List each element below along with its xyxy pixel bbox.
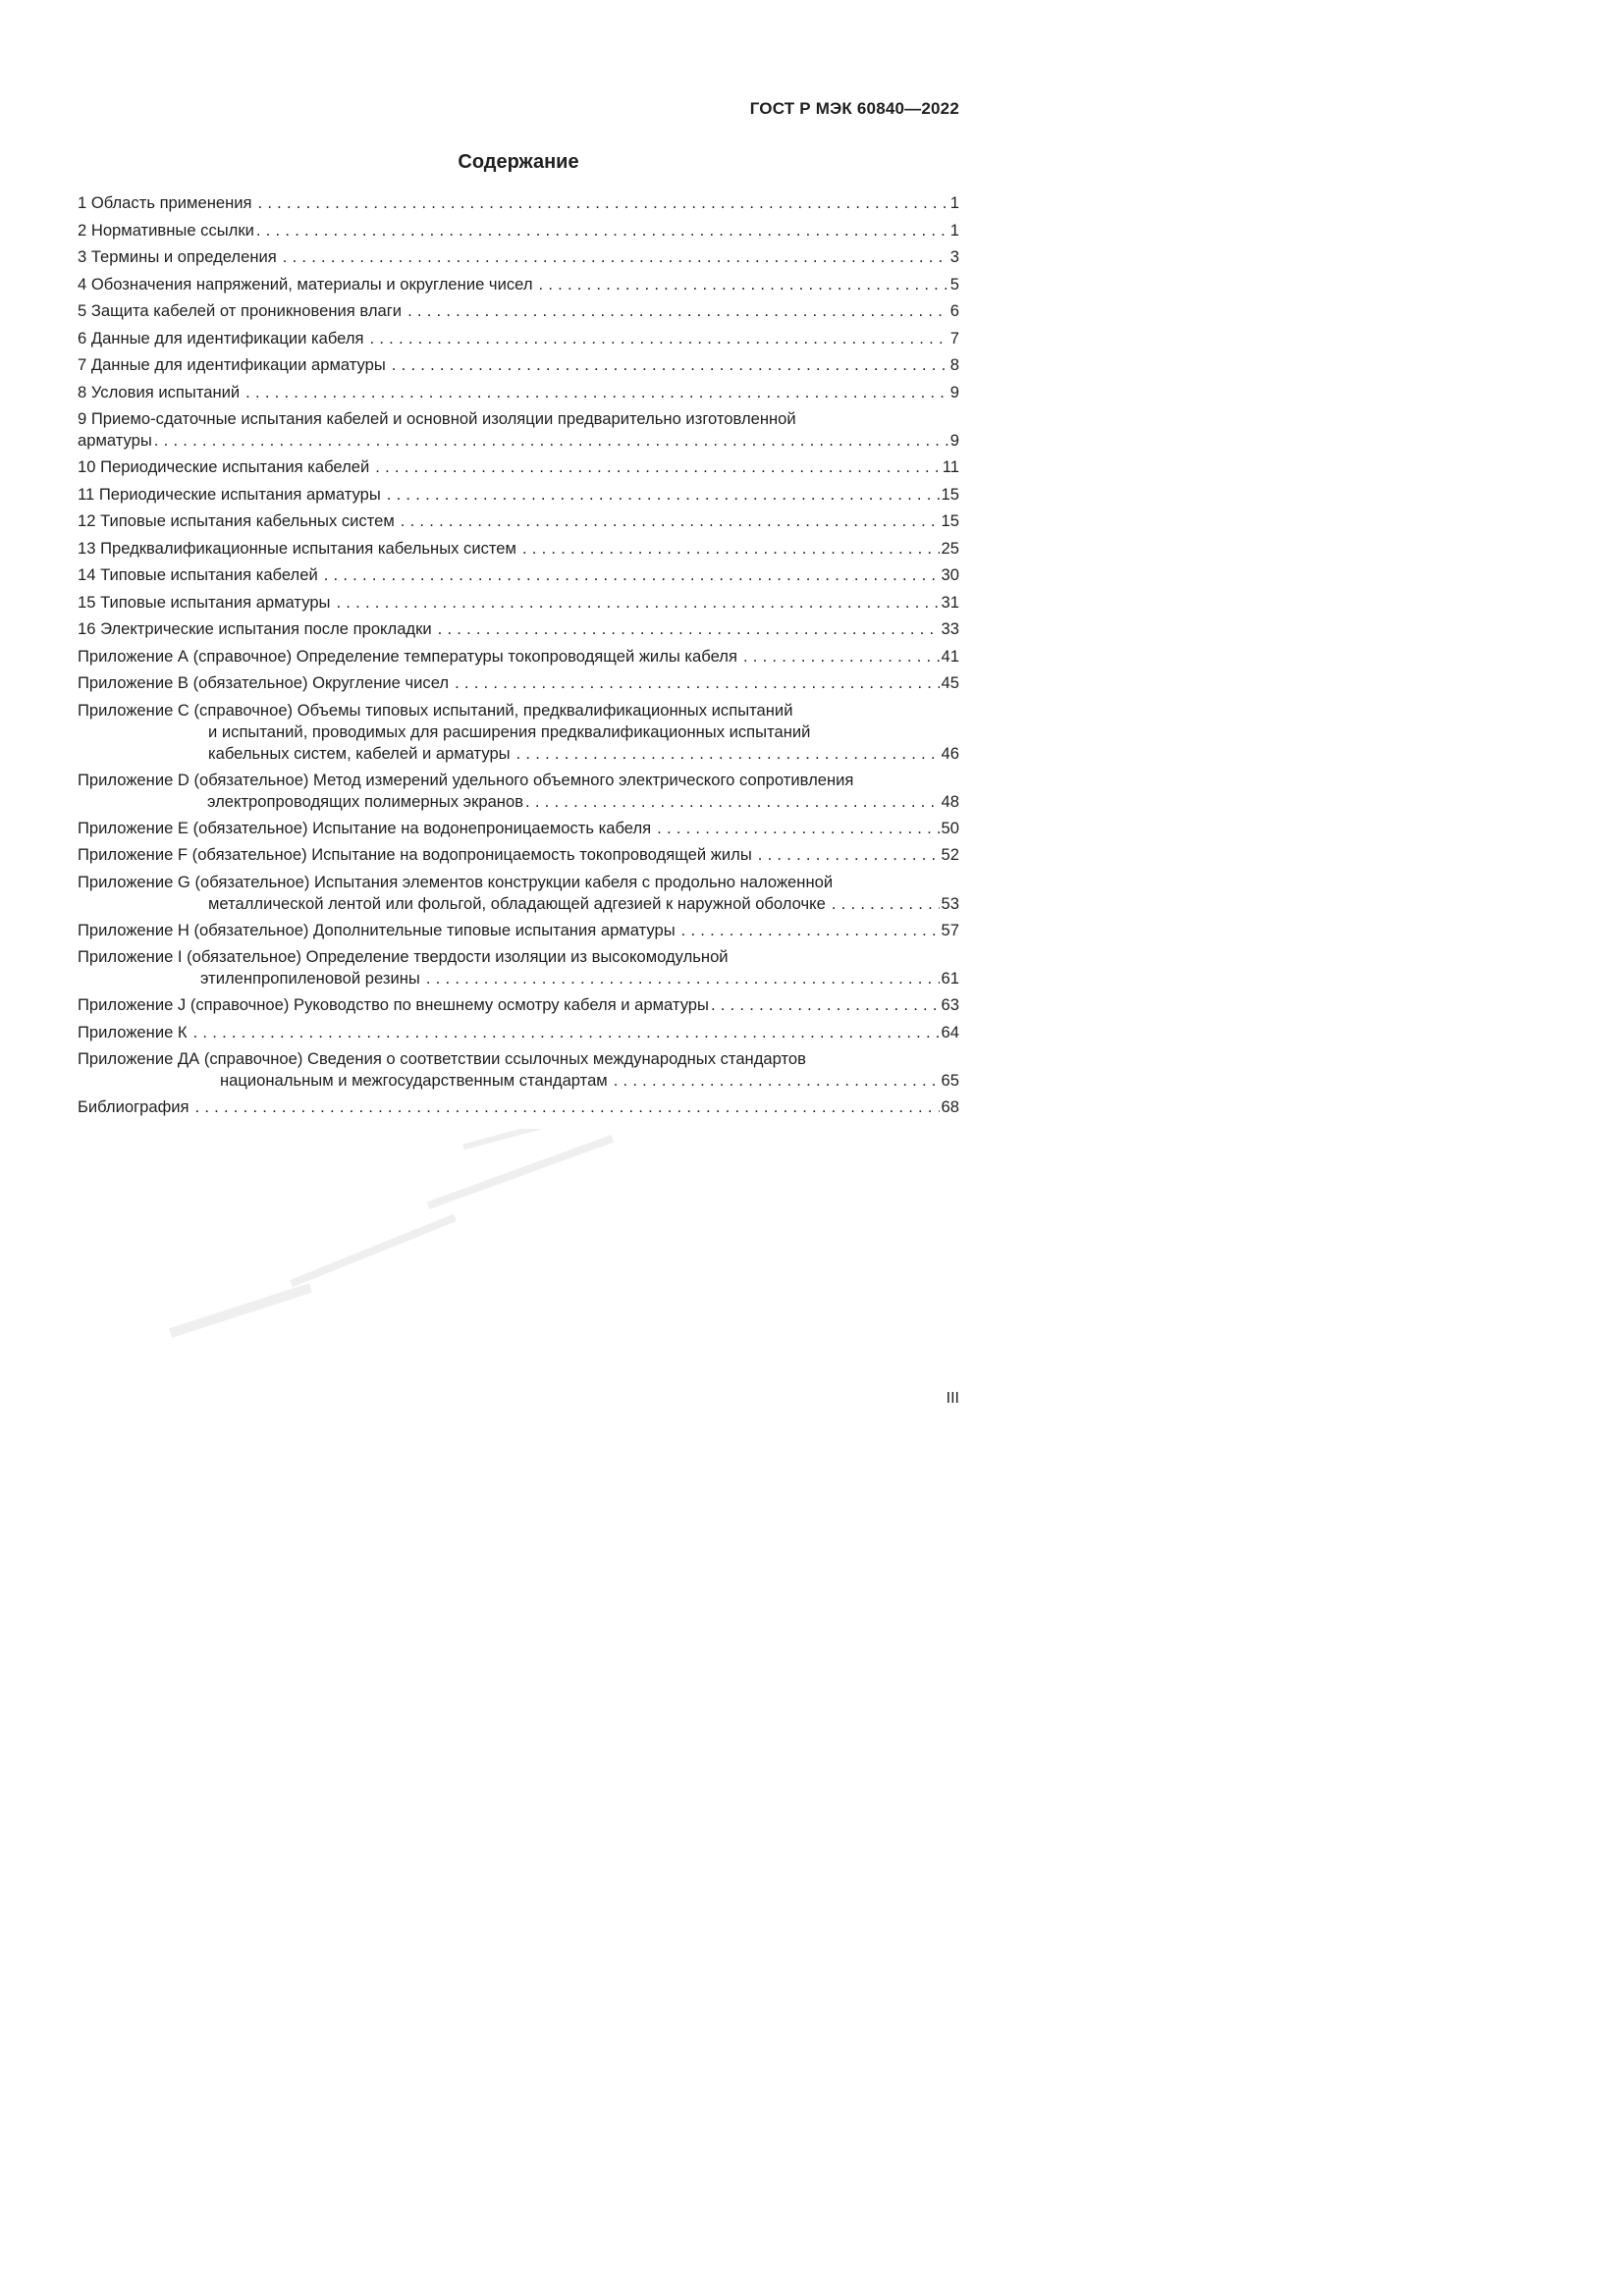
- toc-entry[interactable]: [78, 1048, 959, 1096]
- toc-entry-title: 3 Термины и определения: [78, 247, 277, 266]
- toc-entry-title-continued: кабельных систем, кабелей и арматуры: [208, 743, 511, 763]
- leader-dots: [832, 893, 940, 915]
- leader-dots: [516, 743, 940, 765]
- toc-entry[interactable]: [78, 484, 959, 511]
- leader-dots: [370, 328, 948, 349]
- toc-entry-page: 3: [949, 247, 959, 266]
- toc-entry[interactable]: [78, 328, 959, 355]
- toc-entry-title: 4 Обозначения напряжений, материалы и округление чисел: [78, 274, 533, 294]
- toc-entry-title-continued: арматуры: [78, 431, 152, 450]
- leader-dots: [283, 246, 948, 268]
- toc-entry-page: 46: [941, 743, 959, 763]
- toc-entry[interactable]: [78, 618, 959, 646]
- toc-entry[interactable]: [78, 672, 959, 700]
- toc-entry-page: 41: [941, 646, 959, 666]
- leader-dots: [258, 192, 948, 214]
- toc-entry[interactable]: [78, 1022, 959, 1049]
- toc-entry-page: 9: [949, 382, 959, 401]
- toc-entry[interactable]: [78, 354, 959, 382]
- toc-entry[interactable]: [78, 844, 959, 872]
- toc-entry-title: Приложение D (обязательное) Метод измерений удельного объемного электрического сопротивления: [78, 770, 854, 789]
- document-page: [0, 0, 1078, 1524]
- toc-title: Содержание: [458, 151, 579, 173]
- table-of-contents: [78, 192, 959, 1124]
- toc-entry-title: Приложение А (справочное) Определение температуры токопроводящей жилы кабеля: [78, 646, 737, 666]
- toc-entry-page: 50: [941, 818, 959, 837]
- toc-entry-title: Приложение С (справочное) Объемы типовых испытаний, предквалификационных испытаний: [78, 700, 793, 720]
- toc-entry-page: 6: [949, 301, 959, 320]
- toc-entry-title: Приложение ДА (справочное) Сведения о соответствии ссылочных международных стандартов: [78, 1049, 806, 1068]
- toc-entry-page: 61: [941, 969, 959, 988]
- leader-dots: [407, 300, 948, 322]
- toc-entry-title: 13 Предквалификационные испытания кабельных систем: [78, 538, 516, 558]
- toc-entry[interactable]: [78, 408, 959, 456]
- toc-entry[interactable]: [78, 700, 959, 770]
- toc-entry-page: 53: [941, 893, 959, 913]
- toc-entry-title: Приложение Е (обязательное) Испытание на водонепроницаемость кабеля: [78, 818, 652, 837]
- toc-entry[interactable]: [78, 382, 959, 409]
- leader-dots: [681, 920, 940, 941]
- toc-entry-title: 14 Типовые испытания кабелей: [78, 565, 318, 584]
- leader-dots: [455, 672, 939, 694]
- toc-entry-title-continued: электропроводящих полимерных экранов: [207, 791, 524, 811]
- toc-entry-title: 12 Типовые испытания кабельных систем: [78, 511, 395, 530]
- toc-entry-page: 31: [941, 592, 959, 612]
- toc-entry[interactable]: [78, 920, 959, 947]
- toc-entry-title: Приложение Н (обязательное) Дополнительные типовые испытания арматуры: [78, 920, 676, 939]
- toc-entry[interactable]: [78, 946, 959, 994]
- leader-dots: [426, 968, 940, 989]
- leader-dots: [256, 220, 948, 241]
- toc-entry-page: 9: [949, 431, 959, 450]
- leader-dots: [657, 818, 939, 839]
- document-code: ГОСТ Р МЭК 60840—2022: [749, 99, 959, 118]
- leader-dots: [387, 484, 940, 506]
- toc-entry[interactable]: [78, 872, 959, 920]
- leader-dots: [743, 646, 940, 667]
- leader-dots: [614, 1070, 940, 1092]
- toc-entry-title: Приложение J (справочное) Руководство по внешнему осмотру кабеля и арматуры: [78, 995, 709, 1014]
- toc-entry-page: 68: [941, 1097, 959, 1116]
- toc-entry-title: 15 Типовые испытания арматуры: [78, 592, 331, 612]
- toc-entry-page: 11: [942, 457, 959, 476]
- toc-entry[interactable]: [78, 456, 959, 484]
- leader-dots: [401, 510, 940, 532]
- leader-dots: [522, 538, 940, 560]
- toc-entry-title: Библиография: [78, 1097, 189, 1116]
- toc-entry-title: 1 Область применения: [78, 193, 252, 212]
- faint-watermark: [167, 1129, 677, 1355]
- leader-dots: [539, 274, 948, 295]
- toc-entry-page: 33: [941, 619, 959, 638]
- toc-entry-title: Приложение I (обязательное) Определение твердости изоляции из высокомодульной: [78, 947, 729, 966]
- toc-entry-title: Приложение G (обязательное) Испытания элементов конструкции кабеля с продольно наложенной: [78, 872, 834, 891]
- toc-entry[interactable]: [78, 510, 959, 538]
- leader-dots: [154, 430, 948, 452]
- leader-dots: [711, 994, 940, 1016]
- toc-entry-page: 52: [941, 845, 959, 864]
- leader-dots: [375, 456, 941, 478]
- toc-entry-page: 45: [941, 673, 959, 692]
- toc-entry[interactable]: [78, 564, 959, 592]
- toc-entry[interactable]: [78, 994, 959, 1022]
- toc-entry[interactable]: [78, 192, 959, 220]
- leader-dots: [195, 1096, 940, 1118]
- toc-entry-title: 10 Периодические испытания кабелей: [78, 457, 370, 476]
- toc-entry-title: 8 Условия испытаний: [78, 382, 241, 401]
- toc-entry-page: 30: [941, 565, 959, 584]
- toc-entry[interactable]: [78, 538, 959, 565]
- toc-entry-title: Приложение К: [78, 1022, 188, 1041]
- toc-entry-title-continued: металлической лентой или фольгой, обладающей адгезией к наружной оболочке: [208, 893, 826, 913]
- toc-entry-title-continued: и испытаний, проводимых для расширения предквалификационных испытаний: [208, 721, 811, 741]
- toc-entry-page: 64: [941, 1022, 959, 1041]
- toc-entry-page: 15: [941, 484, 959, 504]
- toc-entry[interactable]: [78, 246, 959, 274]
- toc-entry-page: 7: [949, 328, 959, 347]
- leader-dots: [245, 382, 948, 403]
- leader-dots: [525, 791, 940, 813]
- leader-dots: [438, 618, 940, 640]
- toc-entry-page: 57: [941, 920, 959, 939]
- toc-entry-page: 25: [941, 538, 959, 558]
- page-number: III: [946, 1390, 959, 1407]
- toc-entry[interactable]: [78, 274, 959, 301]
- toc-entry-title: 16 Электрические испытания после прокладки: [78, 619, 432, 638]
- toc-entry-page: 1: [949, 220, 959, 240]
- toc-entry-title: 6 Данные для идентификации кабеля: [78, 328, 364, 347]
- toc-entry-title: 2 Нормативные ссылки: [78, 220, 254, 240]
- toc-entry[interactable]: [78, 818, 959, 845]
- toc-entry-title: 5 Защита кабелей от проникновения влаги: [78, 301, 403, 320]
- toc-entry-page: 8: [949, 355, 959, 374]
- toc-entry-title: 9 Приемо-сдаточные испытания кабелей и основной изоляции предварительно изготовленной: [78, 409, 796, 428]
- leader-dots: [758, 844, 940, 866]
- toc-entry[interactable]: [78, 770, 959, 818]
- toc-entry-title-continued: этиленпропиленовой резины: [200, 969, 420, 988]
- toc-entry-page: 15: [941, 511, 959, 530]
- leader-dots: [336, 592, 939, 614]
- toc-entry-page: 48: [941, 791, 959, 811]
- toc-entry[interactable]: [78, 646, 959, 673]
- toc-entry-title: Приложение В (обязательное) Округление чисел: [78, 673, 450, 692]
- leader-dots: [324, 564, 940, 586]
- toc-entry[interactable]: [78, 592, 959, 619]
- leader-dots: [392, 354, 948, 376]
- toc-entry[interactable]: [78, 1096, 959, 1124]
- toc-entry[interactable]: [78, 220, 959, 247]
- leader-dots: [193, 1022, 940, 1043]
- toc-entry-title: 11 Периодические испытания арматуры: [78, 484, 381, 504]
- toc-entry-page: 65: [941, 1071, 959, 1090]
- toc-entry-title: 7 Данные для идентификации арматуры: [78, 355, 386, 374]
- toc-entry-title-continued: национальным и межгосударственным стандартам: [220, 1071, 608, 1090]
- toc-entry-page: 5: [949, 274, 959, 294]
- toc-entry-title: Приложение F (обязательное) Испытание на водопроницаемость токопроводящей жилы: [78, 845, 752, 864]
- toc-entry-page: 1: [949, 193, 959, 212]
- toc-entry[interactable]: [78, 300, 959, 328]
- toc-entry-page: 63: [941, 995, 959, 1014]
